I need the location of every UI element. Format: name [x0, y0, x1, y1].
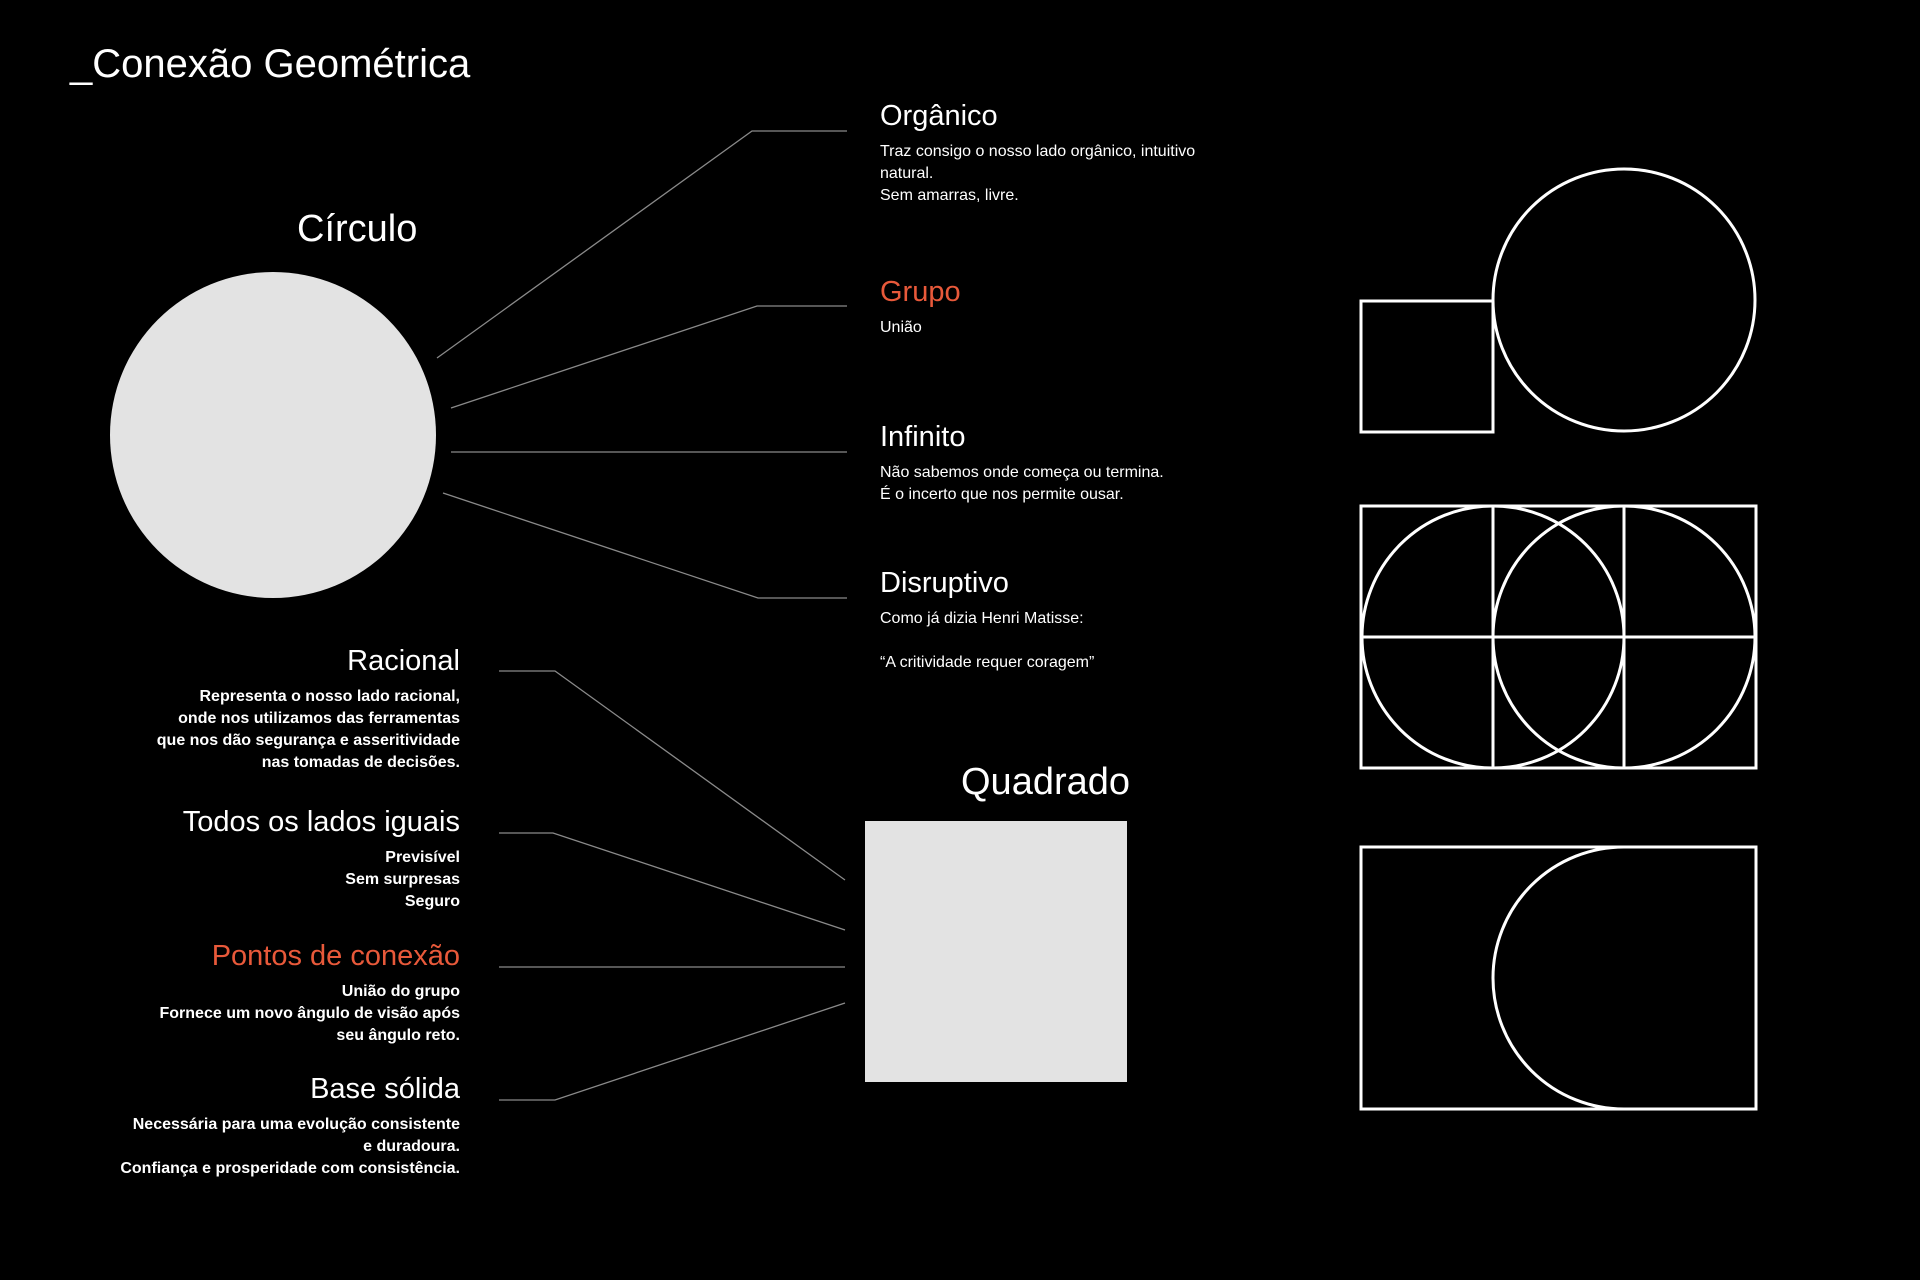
- connector-racional: [499, 671, 845, 880]
- attribute-description: Não sabemos onde começa ou termina. É o incerto que nos permite ousar.: [880, 464, 1164, 503]
- attribute-description: União: [880, 319, 922, 336]
- square-shape: [865, 821, 1127, 1082]
- attribute-title: Racional: [347, 645, 460, 677]
- connector-grupo: [451, 306, 847, 408]
- circle-shape: [110, 272, 436, 598]
- connector-base-solida: [499, 1003, 845, 1100]
- attribute-description: Como já dizia Henri Matisse: “A critividade requer coragem”: [880, 610, 1095, 671]
- square-attribute-pontos-conexao: [160, 940, 461, 1047]
- circle-attribute-infinito: [880, 421, 1164, 506]
- circle-label: Círculo: [297, 208, 418, 250]
- construction-3: [1361, 847, 1756, 1109]
- attribute-title: Orgânico: [880, 100, 998, 132]
- circle-attribute-organico: [880, 100, 1195, 207]
- square-label: Quadrado: [961, 761, 1131, 803]
- circle-attribute-disruptivo: [880, 567, 1094, 674]
- attribute-title: Base sólida: [310, 1073, 460, 1105]
- square-attribute-base-solida: [120, 1073, 460, 1180]
- construction-1: [1361, 169, 1755, 432]
- square-attribute-todos-lados-iguais: [183, 806, 460, 913]
- attribute-description: Representa o nosso lado racional, onde nos utilizamos das ferramentas que nos dão segurança e asseritividade nas tomadas de decisões.: [156, 688, 460, 771]
- construction-2: [1361, 506, 1756, 768]
- attribute-description: Necessária para uma evolução consistente e duradoura. Confiança e prosperidade com consistência.: [120, 1116, 460, 1177]
- attribute-title: Grupo: [880, 276, 961, 308]
- attribute-description: Previsível Sem surpresas Seguro: [345, 849, 460, 910]
- attribute-title: Infinito: [880, 421, 966, 453]
- attribute-title: Disruptivo: [880, 567, 1009, 599]
- connector-disruptivo: [443, 493, 847, 598]
- page-title: _Conexão Geométrica: [70, 42, 471, 86]
- attribute-description: Traz consigo o nosso lado orgânico, intuitivo natural. Sem amarras, livre.: [880, 143, 1196, 204]
- attribute-title: Pontos de conexão: [211, 940, 460, 972]
- connector-organico: [437, 131, 847, 358]
- connector-todos-lados: [499, 833, 845, 930]
- square-connectors: [499, 671, 845, 1100]
- circle-connectors: [437, 131, 847, 598]
- circle-attribute-grupo: [880, 276, 961, 339]
- attribute-description: União do grupo Fornece um novo ângulo de visão após seu ângulo reto.: [159, 983, 460, 1044]
- square-attribute-racional: [157, 645, 460, 774]
- attribute-title: Todos os lados iguais: [182, 806, 460, 838]
